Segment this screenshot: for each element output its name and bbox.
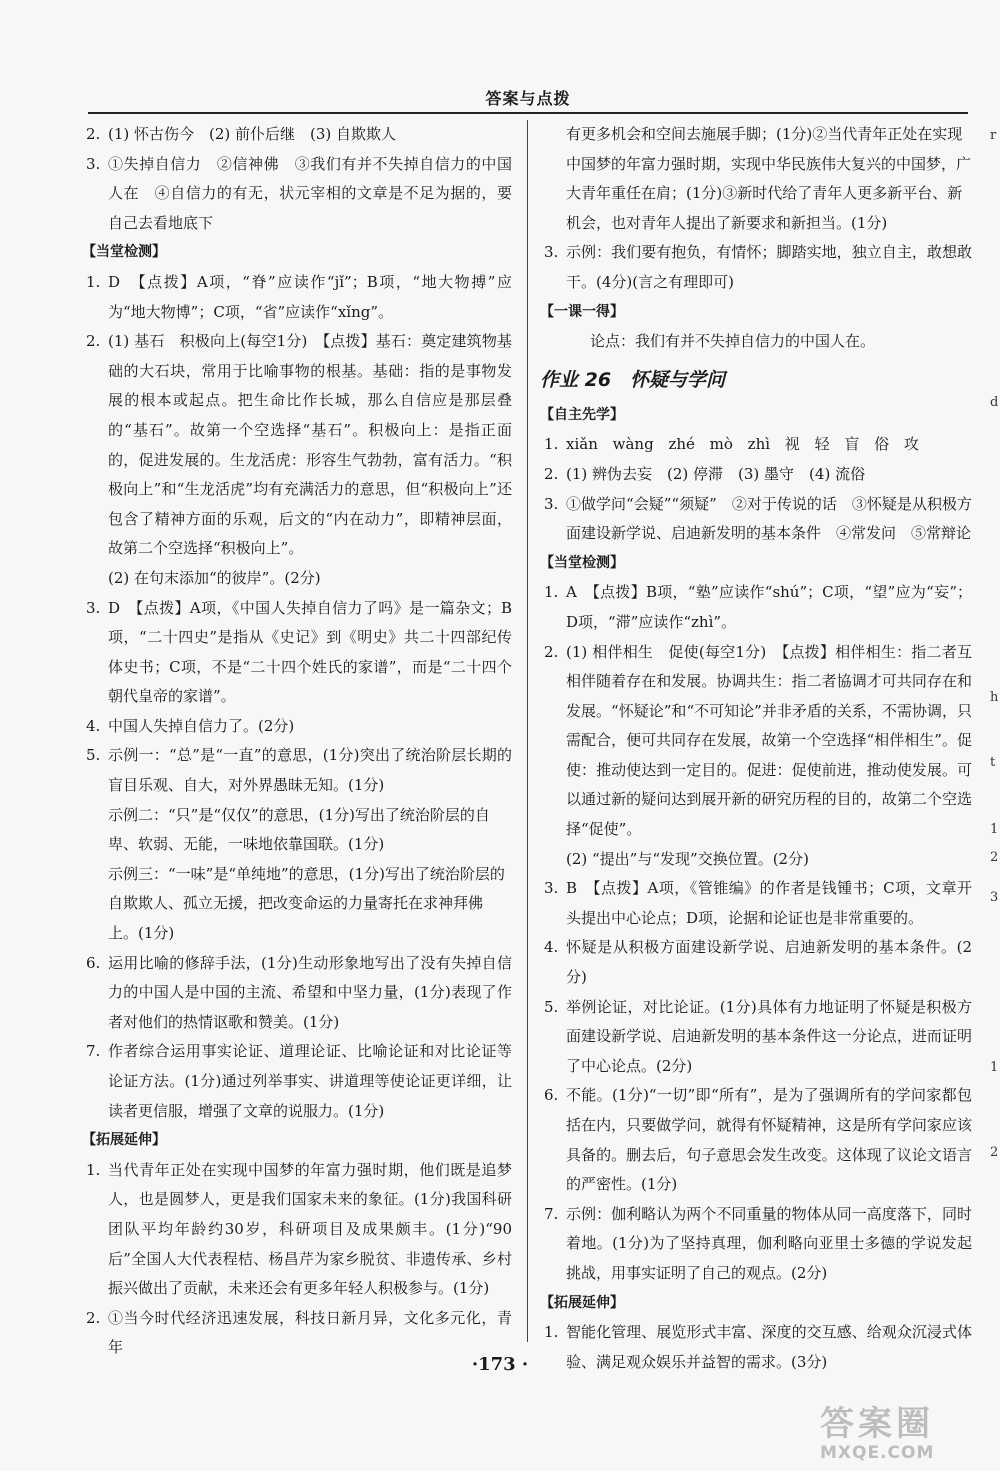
continued-text: 有更多机会和空间去施展手脚；(1分)②当代青年正处在实现中国梦的年富力强时期，实现中华民族伟大复兴的中国梦，广大青年重任在肩；(1分)③新时代给了青年人更多新平台、新机会，也对青年人提出了新要求和新担当。(1分) [566,125,972,232]
right-column [540,120,972,1377]
list-item: 6. 运用比喻的修辞手法，(1分)生动形象地写出了没有失掉自信力的中国人是中国的主流、希望和中坚力量，(1分)表现了作者对他们的热情讴歌和赞美。(1分) [86,953,512,1031]
list-item: 5. 举例论证，对比论证。(1分)具体有力地证明了怀疑是积极方面建设新学说、启迪新发明的基本条件这一分论点，进而证明了中心论点。(2分) [544,997,972,1075]
column-divider [527,120,528,1342]
edge-char: r [990,128,997,143]
section-heading: 【当堂检测】 [82,244,166,261]
list-item: 3. ①做学问“会疑”“须疑” ②对于传说的话 ③怀疑是从积极方面建设新学说、启迪新发明的基本条件 ④常发问 ⑤常辩论 [544,494,972,543]
lesson-summary: 论点：我们有并不失掉自信力的中国人在。 [590,332,876,351]
list-item: 2. (1) 基石 积极向上(每空1分) 【点拨】基石：奠定建筑物基础的大石块，常用于比喻事物的根基。基础：指的是事物发展的根本或起点。把生命比作长城，那么自信应是那层叠的“基石”。故第一个空选择“基石”。积极向上：是指正面的，促进发展的。生龙活虎：形容生气勃勃，富有活力。“积极向上”和“生龙活虎”均有充满活力的意思，但“积极向上”还包含了精神方面的乐观，后文的“内在动力”，即精神层面，故第二个空选择“积极向上”。 [86,332,512,558]
list-item: 2. ①当今时代经济迅速发展，科技日新月异，文化多元化，青年 [86,1308,512,1357]
sub-answer: 示例三：“一味”是“单纯地”的意思，(1分)写出了统治阶层的自欺欺人、孤立无援，把改变命运的力量寄托在求神拜佛上。(1分) [108,864,505,943]
edge-char: 2 [990,850,999,865]
list-item: 1. 当代青年正处在实现中国梦的年富力强时期，他们既是追梦人，也是圆梦人，更是我们国家未来的象征。(1分)我国科研团队平均年龄约30岁，科研项目及成果颇丰。(1分)“90后”全国人大代表程桔、杨昌芹为家乡脱贫、非遗传承、乡村振兴做出了贡献，未来还会有更多年轻人积极参与。(1分) [86,1160,512,1298]
edge-char: 2 [990,1145,999,1160]
edge-char: 1 [990,822,999,837]
list-item: 2. (1) 辨伪去妄 (2) 停滞 (3) 墨守 (4) 流俗 [544,464,866,483]
section-heading: 【自主先学】 [540,406,624,423]
sub-answer: (2) 在句末添加“的彼岸”。(2分) [108,568,321,587]
left-column [82,120,512,1363]
edge-char: 3 [990,890,999,905]
list-item: 7. 示例：伽利略认为两个不同重量的物体从同一高度落下，同时着地。(1分)为了坚持真理，伽利略向亚里士多德的学说发起挑战，用事实证明了自己的观点。(2分) [544,1204,972,1282]
list-item: 2. (1) 怀古伤今 (2) 前仆后继 (3) 自欺欺人 [86,125,397,143]
list-item: 3. D 【点拨】A项，《中国人失掉自信力了吗》是一篇杂文；B项，“二十四史”是指从《史记》到《明史》共二十四部纪传体史书；C项，不是“二十四个姓氏的家谱”，而是“二十四个朝代皇帝的家谱”。 [86,598,512,706]
list-item: 3. 示例：我们要有抱负，有情怀；脚踏实地，独立自主，敢想敢干。(4分)(言之有理即可) [544,243,972,291]
list-item: 3. ①失掉自信力 ②信神佛 ③我们有并不失掉自信力的中国人在 ④自信力的有无，状元宰相的文章是不足为据的，要自己去看地底下 [86,154,512,232]
watermark-logo-text: 答案圈 [820,1404,934,1444]
site-watermark [820,1405,990,1463]
list-item: 7. 作者综合运用事实论证、道理论证、比喻论证和对比论证等论证方法。(1分)通过列举事实、讲道理等使论证更详细，让读者更信服，增强了文章的说服力。(1分) [86,1042,512,1120]
section-heading: 【一课一得】 [540,303,624,320]
sub-answer: (2) “提出”与“发现”交换位置。(2分) [566,849,809,868]
edge-char: h [990,690,999,705]
section-heading: 【拓展延伸】 [540,1294,624,1311]
edge-char: t [990,755,996,770]
list-item: 1. xiǎn wàng zhé mò zhì 视 轻 盲 俗 攻 [544,435,919,454]
running-header: 答案与点拨 [88,86,968,114]
section-heading: 【拓展延伸】 [82,1132,166,1149]
sub-answer: 示例二：“只”是“仅仅”的意思，(1分)写出了统治阶层的自卑、软弱、无能，一味地依靠国联。(1分) [108,805,490,854]
page-number: ·173 · [471,1354,529,1375]
list-item: 2. (1) 相伴相生 促使(每空1分) 【点拨】相伴相生：指二者互相伴随着存在和发展。协调共生：指二者協调才可共同存在和发展。“怀疑论”和“不可知论”并非矛盾的关系，不需协调，只需配合，便可共同存在发展，故第一个空选择“相伴相生”。促使：推动使达到一定目的。促进：促使前进，推动使发展。可以通过新的疑问达到展开新的研究历程的目的，故第二个空选择“促使”。 [544,642,972,839]
section-heading: 【当堂检测】 [540,554,624,571]
list-item: 5. 示例一：“总”是“一直”的意思，(1分)突出了统治阶层长期的盲目乐观、自大，对外界愚昧无知。(1分) [86,746,512,795]
edge-char: d [990,395,999,410]
list-item: 6. 不能。(1分)“一切”即“所有”，是为了强调所有的学问家都包括在内，只要做学问，就得有怀疑精神，这是所有学问家应该具备的。删去后，句子意思会发生改变。这体现了议论文语言的严密性。(1分) [544,1086,972,1194]
watermark-url: MXQE.COM [820,1443,935,1463]
list-item: 4. 中国人失掉自信力了。(2分) [86,716,295,735]
list-item: 1. 智能化管理、展览形式丰富、深度的交互感、给观众沉浸式体验、满足观众娱乐并益智的需求。(3分) [544,1323,972,1371]
task-title: 作业 26 怀疑与学问 [540,368,726,391]
list-item: 1. D 【点拨】A项，“脊”应读作“jǐ”；B项，“地大物搏”应为“地大物博”；C项，“省”应读作“xǐng”。 [86,272,512,321]
list-item: 3. B 【点拨】A项，《管锥编》的作者是钱锺书；C项，文章开头提出中心论点；D项，论据和论证也是非常重要的。 [544,879,972,927]
list-item: 4. 怀疑是从积极方面建设新学说、启迪新发明的基本条件。(2分) [544,938,972,987]
edge-char: 1 [990,1060,999,1075]
list-item: 1. A 【点拨】B项，“塾”应读作“shú”；C项，“望”应为“妄”；D项，“滞”应读作“zhì”。 [544,583,972,631]
